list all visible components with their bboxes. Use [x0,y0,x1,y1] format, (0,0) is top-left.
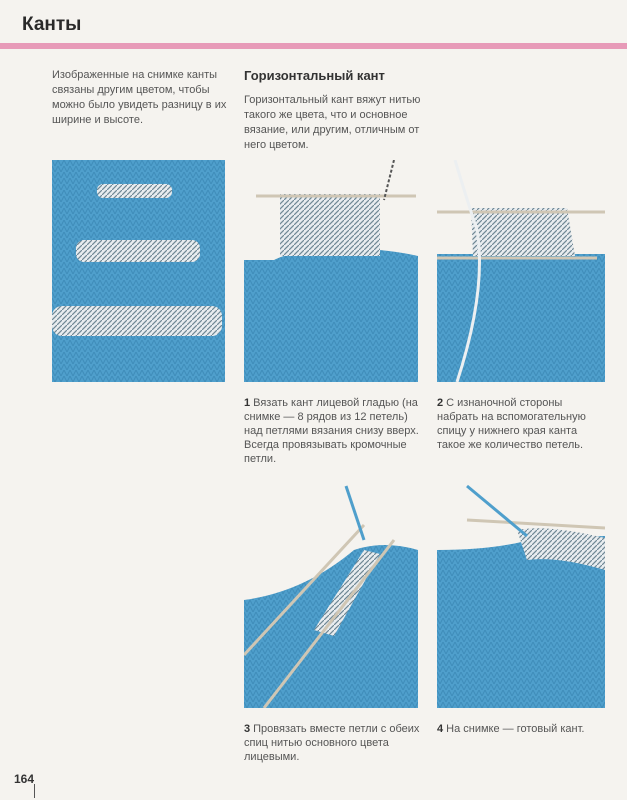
step-text: С изнаночной стороны набрать на вспомогательную спицу у нижнего края канта такое же количество петель. [437,397,586,451]
step-1-photo [244,160,418,382]
step-2-caption [437,396,605,452]
page-number: 164 [14,772,35,786]
section-text: Горизонтальный кант вяжут нитью такого же цвета, что и основное вязание, или другим, отличным от него цветом. [244,94,421,151]
edging-wide [52,306,222,336]
step-number: 3 [244,723,251,735]
section-heading: Горизонтальный кант [244,68,385,83]
edging-narrow [97,184,172,198]
step-text: Вязать кант лицевой гладью (на снимке — 8 рядов из 12 петель) над петлями вязания снизу вверх. Всегда провязывать кромочные петли. [244,397,419,465]
step-number: 2 [437,397,444,409]
step-text: На снимке — готовый кант. [446,723,585,735]
step-number: 1 [244,397,251,409]
step-number: 4 [437,723,444,735]
step-2-photo [437,160,605,382]
step-text: Провязать вместе петли с обеих спиц нитью основного цвета лицевыми. [244,723,420,763]
page-number-rule [34,784,40,798]
step-3-caption [244,722,420,764]
step-4-caption [437,722,605,736]
intro-text: Изображенные на снимке канты связаны другим цветом, чтобы можно было увидеть разницу в их ширине и высоте. [52,69,227,126]
page-title: Канты [22,14,82,35]
step-3-photo [244,480,418,708]
step-4-photo [437,480,605,708]
swatch-photo [52,160,225,382]
title-rule [0,43,627,49]
edging-medium [76,240,200,262]
step-1-caption [244,396,420,466]
